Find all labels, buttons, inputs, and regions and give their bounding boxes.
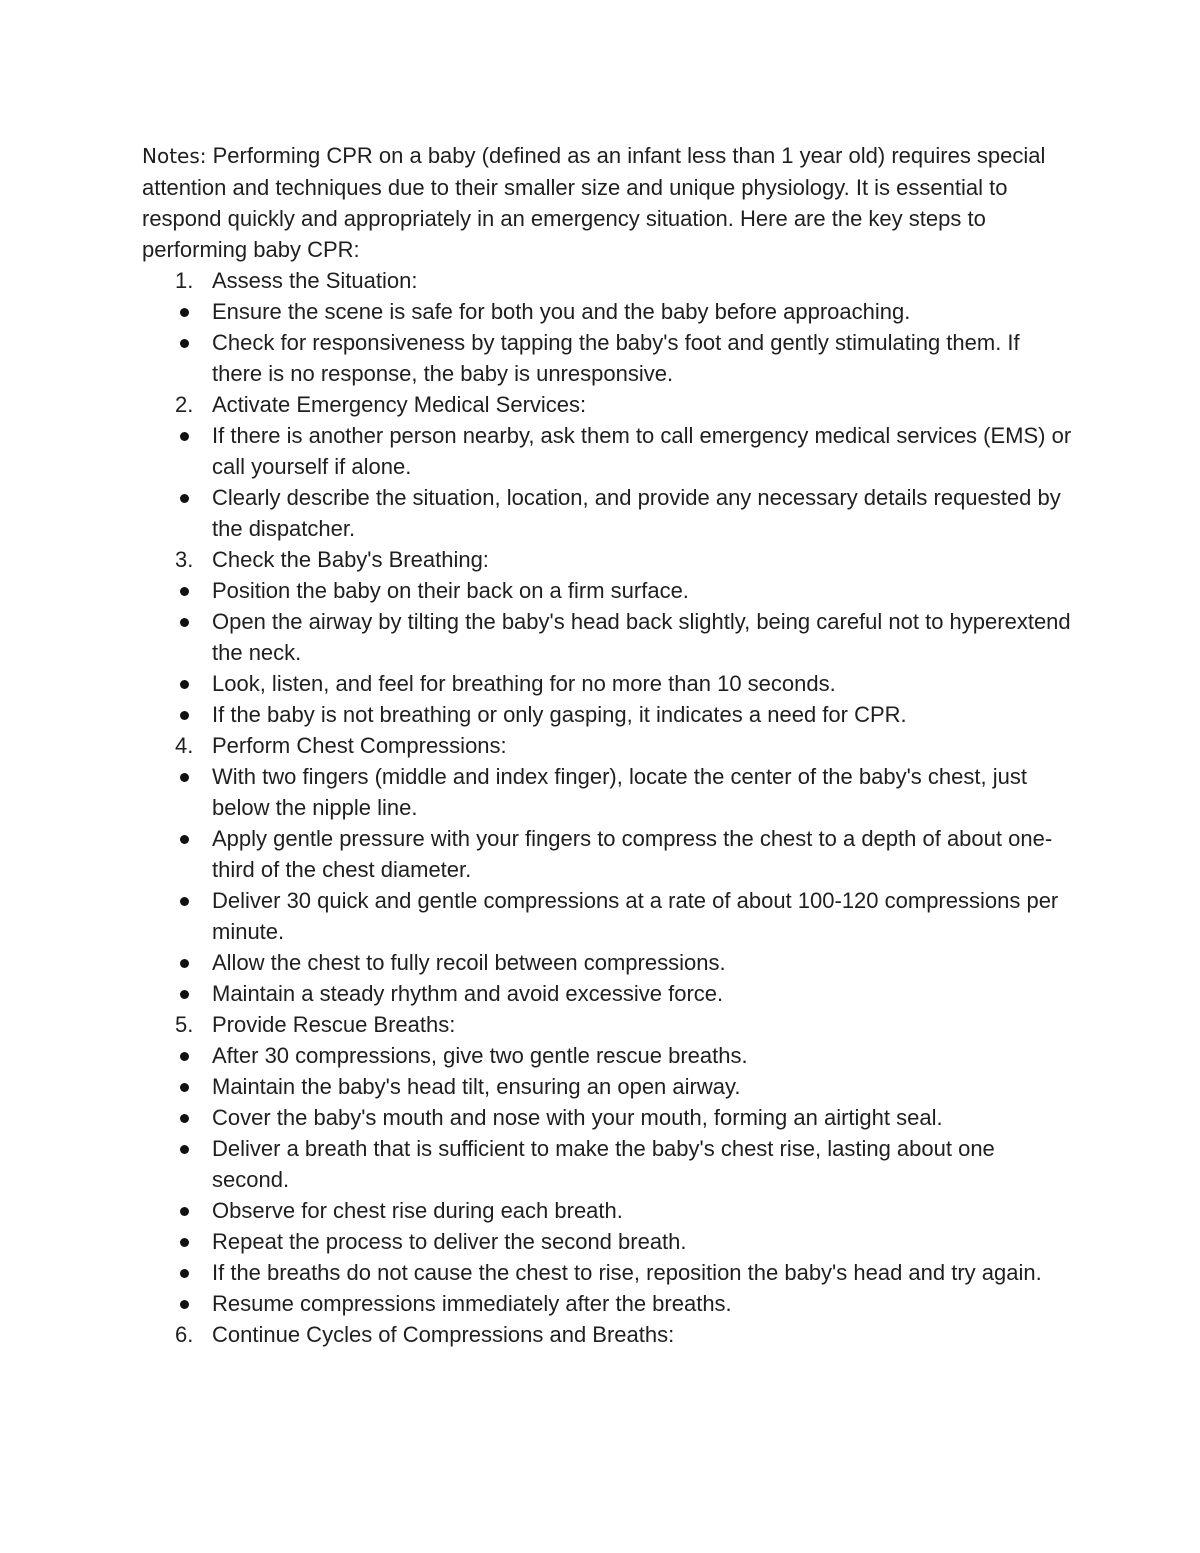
- step-heading: [142, 544, 1072, 575]
- bullet-item: [142, 885, 1072, 947]
- step-title: Perform Chest Compressions:: [212, 733, 507, 758]
- bullet-item: [142, 947, 1072, 978]
- bullet-text: If there is another person nearby, ask them to call emergency medical services (EMS) or call yourself if alone.: [212, 423, 1072, 479]
- bullet-item: [142, 668, 1072, 699]
- bullet-dot-icon: [180, 1145, 189, 1154]
- step-heading: [142, 1319, 1072, 1350]
- bullet-item: [142, 296, 1072, 327]
- bullet-item: [142, 823, 1072, 885]
- bullet-text: Resume compressions immediately after the breaths.: [212, 1291, 732, 1316]
- bullet-dot-icon: [180, 711, 189, 720]
- bullet-item: [142, 482, 1072, 544]
- bullet-text: If the baby is not breathing or only gasping, it indicates a need for CPR.: [212, 702, 907, 727]
- bullet-item: [142, 699, 1072, 730]
- bullet-item: [142, 606, 1072, 668]
- bullet-item: [142, 420, 1072, 482]
- step-heading: [142, 730, 1072, 761]
- notes-label: Notes:: [142, 144, 207, 168]
- bullet-item: [142, 978, 1072, 1009]
- bullet-dot-icon: [180, 1207, 189, 1216]
- bullet-dot-icon: [180, 990, 189, 999]
- bullet-text: Apply gentle pressure with your fingers to compress the chest to a depth of about one-third of the chest diameter.: [212, 826, 1053, 882]
- bullet-item: [142, 327, 1072, 389]
- bullet-text: Repeat the process to deliver the second breath.: [212, 1229, 687, 1254]
- bullet-dot-icon: [180, 680, 189, 689]
- bullet-dot-icon: [180, 1300, 189, 1309]
- cpr-steps-list: [142, 265, 1072, 1350]
- step-heading: [142, 1009, 1072, 1040]
- bullet-text: Maintain the baby's head tilt, ensuring an open airway.: [212, 1074, 741, 1099]
- bullet-text: Open the airway by tilting the baby's head back slightly, being careful not to hyperextend the neck.: [212, 609, 1071, 665]
- step-heading: [142, 389, 1072, 420]
- bullet-text: Observe for chest rise during each breath.: [212, 1198, 623, 1223]
- bullet-dot-icon: [180, 432, 189, 441]
- intro-text: Performing CPR on a baby (defined as an infant less than 1 year old) requires special attention and techniques due to their smaller size and unique physiology. It is essential to respond quickly and appropriately in an emergency situation. Here are the key steps to performing baby CPR:: [142, 143, 1046, 262]
- bullet-item: [142, 1288, 1072, 1319]
- step-title: Activate Emergency Medical Services:: [212, 392, 587, 417]
- bullet-item: [142, 1195, 1072, 1226]
- bullet-dot-icon: [180, 897, 189, 906]
- step-title: Continue Cycles of Compressions and Breaths:: [212, 1322, 675, 1347]
- bullet-item: [142, 1133, 1072, 1195]
- bullet-dot-icon: [180, 308, 189, 317]
- bullet-text: Deliver a breath that is sufficient to make the baby's chest rise, lasting about one second.: [212, 1136, 995, 1192]
- step-number: 2.: [175, 392, 194, 417]
- step-number: 1.: [175, 268, 194, 293]
- bullet-text: Look, listen, and feel for breathing for no more than 10 seconds.: [212, 671, 836, 696]
- step-title: Provide Rescue Breaths:: [212, 1012, 456, 1037]
- bullet-text: Ensure the scene is safe for both you and the baby before approaching.: [212, 299, 911, 324]
- bullet-item: [142, 1071, 1072, 1102]
- bullet-text: Cover the baby's mouth and nose with your mouth, forming an airtight seal.: [212, 1105, 943, 1130]
- bullet-dot-icon: [180, 835, 189, 844]
- bullet-dot-icon: [180, 959, 189, 968]
- bullet-dot-icon: [180, 1238, 189, 1247]
- bullet-text: Allow the chest to fully recoil between compressions.: [212, 950, 726, 975]
- bullet-item: [142, 761, 1072, 823]
- bullet-dot-icon: [180, 1052, 189, 1061]
- bullet-text: Maintain a steady rhythm and avoid excessive force.: [212, 981, 724, 1006]
- bullet-item: [142, 575, 1072, 606]
- document-page: [142, 140, 1072, 1350]
- bullet-text: Deliver 30 quick and gentle compressions at a rate of about 100-120 compressions per minute.: [212, 888, 1059, 944]
- step-number: 4.: [175, 733, 194, 758]
- step-number: 5.: [175, 1012, 194, 1037]
- bullet-item: [142, 1102, 1072, 1133]
- step-title: Check the Baby's Breathing:: [212, 547, 489, 572]
- bullet-item: [142, 1226, 1072, 1257]
- bullet-dot-icon: [180, 773, 189, 782]
- step-number: 6.: [175, 1322, 194, 1347]
- step-number: 3.: [175, 547, 194, 572]
- bullet-dot-icon: [180, 1083, 189, 1092]
- bullet-text: Check for responsiveness by tapping the baby's foot and gently stimulating them. If there is no response, the baby is unresponsive.: [212, 330, 1020, 386]
- bullet-dot-icon: [180, 339, 189, 348]
- bullet-item: [142, 1257, 1072, 1288]
- bullet-dot-icon: [180, 494, 189, 503]
- bullet-text: If the breaths do not cause the chest to rise, reposition the baby's head and try again.: [212, 1260, 1042, 1285]
- bullet-text: After 30 compressions, give two gentle rescue breaths.: [212, 1043, 748, 1068]
- bullet-text: With two fingers (middle and index finger), locate the center of the baby's chest, just below the nipple line.: [212, 764, 1027, 820]
- bullet-item: [142, 1040, 1072, 1071]
- bullet-dot-icon: [180, 1269, 189, 1278]
- step-heading: [142, 265, 1072, 296]
- bullet-text: Position the baby on their back on a firm surface.: [212, 578, 689, 603]
- bullet-dot-icon: [180, 1114, 189, 1123]
- step-title: Assess the Situation:: [212, 268, 418, 293]
- bullet-dot-icon: [180, 587, 189, 596]
- intro-paragraph: [142, 140, 1072, 265]
- bullet-text: Clearly describe the situation, location, and provide any necessary details requested by the dispatcher.: [212, 485, 1061, 541]
- bullet-dot-icon: [180, 618, 189, 627]
